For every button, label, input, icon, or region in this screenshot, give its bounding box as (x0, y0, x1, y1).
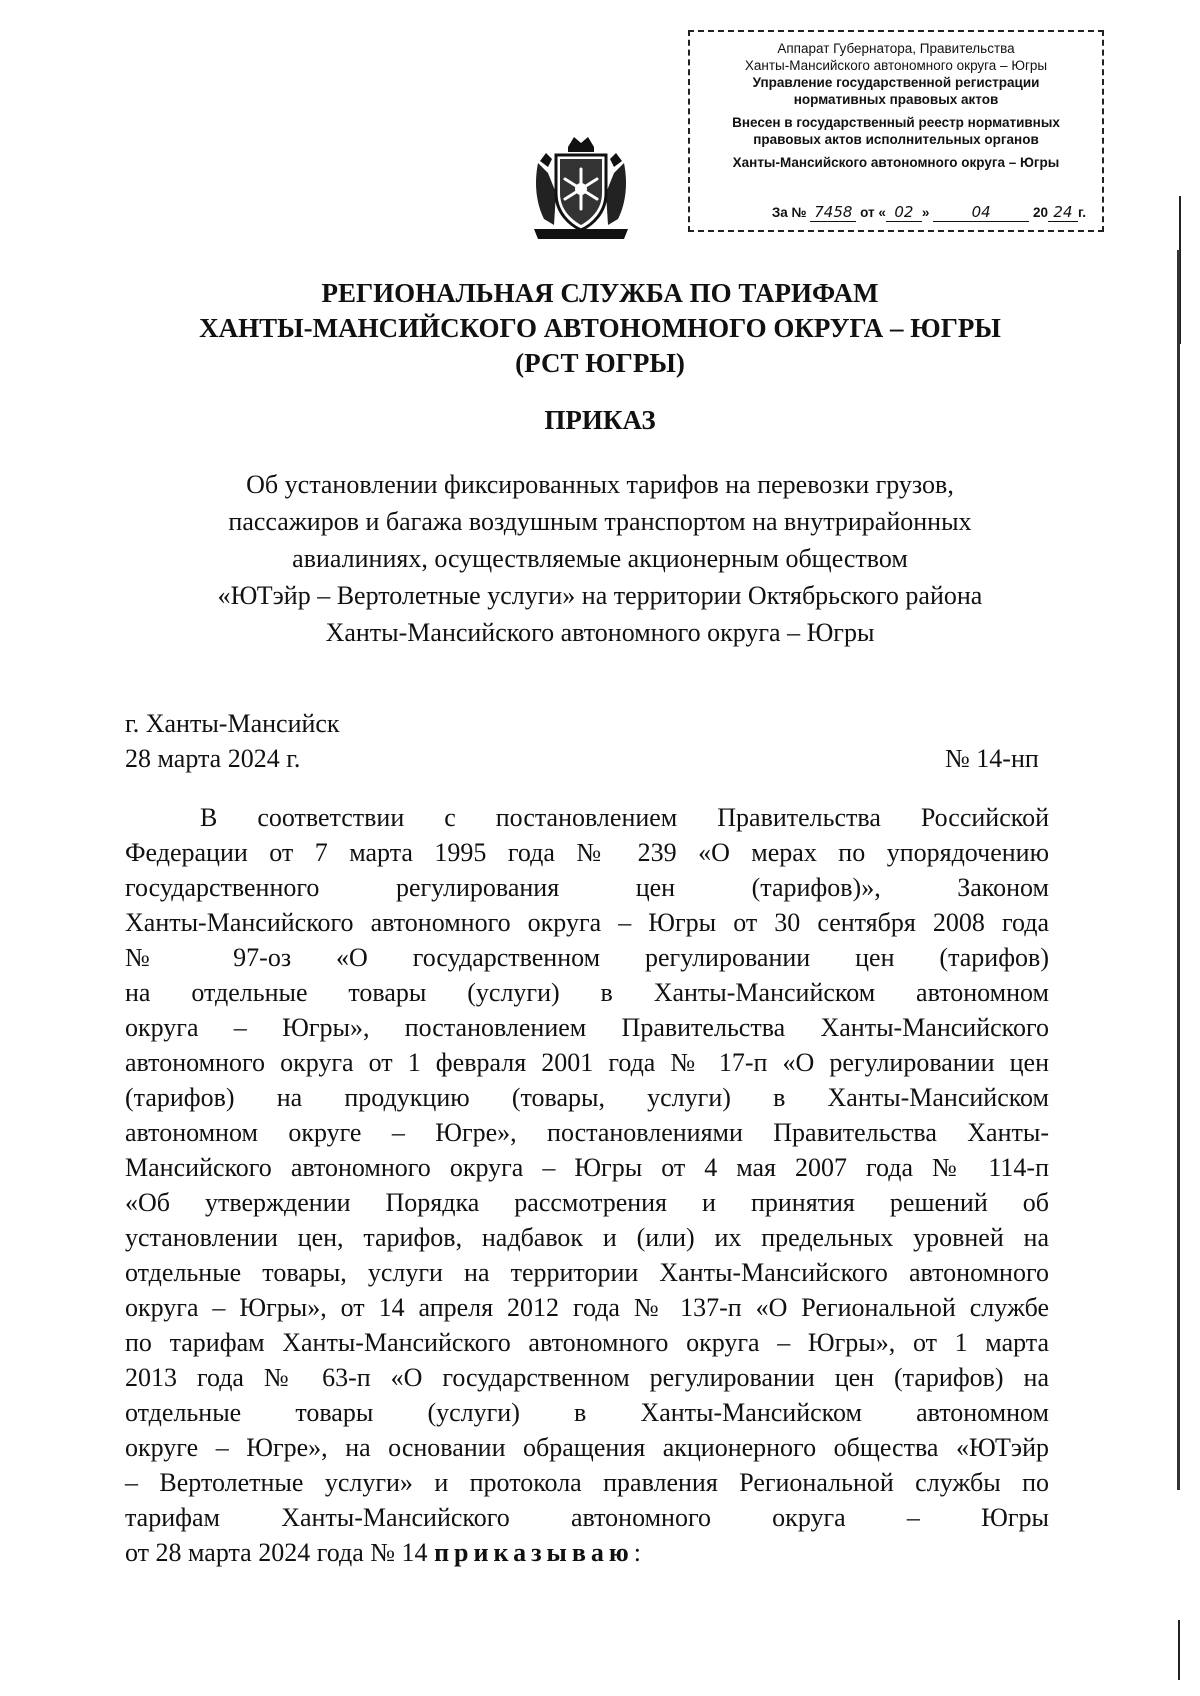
body-line: В соответствии с постановлением Правительства Российской (200, 803, 1049, 832)
last-line-suffix: : (633, 1538, 641, 1567)
stamp-line: правовых актов исполнительных органов (753, 132, 1039, 147)
subject-line: авиалиниях, осуществляемые акционерным обществом (292, 544, 908, 573)
body-line: округа – Югры», постановлением Правительства Ханты-Мансийского (125, 1013, 1049, 1042)
org-line: (РСТ ЮГРЫ) (515, 348, 685, 378)
subject-line: Об установлении фиксированных тарифов на перевозки грузов, (246, 470, 954, 499)
organization-name (0, 276, 1200, 381)
stamp-reg-year: 24 (1048, 204, 1078, 222)
stamp-reg-year-prefix: 20 (1032, 205, 1048, 220)
last-line-prefix: от 28 марта 2024 года № 14 (125, 1538, 435, 1567)
registration-stamp (688, 30, 1104, 232)
org-line: РЕГИОНАЛЬНАЯ СЛУЖБА ПО ТАРИФАМ (321, 278, 879, 308)
body-line: – Вертолетные услуги» и протокола правления Региональной службы по (125, 1468, 1049, 1497)
scan-margin-line (1178, 1620, 1180, 1680)
body-line: Мансийского автономного округа – Югры от 4 мая 2007 года № 114-п (125, 1153, 1049, 1182)
body-line: 2013 года № 63-п «О государственном регулировании цен (тарифов) на (125, 1363, 1049, 1392)
body-line: автономном округе – Югре», постановлениями Правительства Ханты- (125, 1118, 1049, 1147)
city: г. Ханты-Мансийск (125, 709, 340, 738)
org-line: ХАНТЫ-МАНСИЙСКОГО АВТОНОМНОГО ОКРУГА – ЮГРЫ (199, 313, 1001, 343)
body-line: Федерации от 7 марта 1995 года № 239 «О мерах по упорядочению (125, 838, 1049, 867)
subject-line: Ханты-Мансийского автономного округа – Югры (325, 618, 875, 647)
stamp-reg-from: от « (860, 205, 886, 220)
stamp-line: Внесен в государственный реестр нормативных (732, 115, 1060, 130)
body-line: по тарифам Ханты-Мансийского автономного округа – Югры», от 1 марта (125, 1328, 1049, 1357)
document-date: 28 марта 2024 г. (125, 744, 301, 773)
body-line: автономного округа от 1 февраля 2001 года № 17-п «О регулировании цен (125, 1048, 1049, 1077)
document-number: № 14-нп (945, 744, 1039, 773)
body-paragraph (125, 800, 1049, 1570)
body-line: отдельные товары (услуги) в Ханты-Мансийском автономном (125, 1398, 1049, 1427)
document-subject (0, 466, 1200, 651)
stamp-reg-number: 7458 (810, 204, 856, 222)
body-line: на отдельные товары (услуги) в Ханты-Мансийском автономном (125, 978, 1049, 1007)
body-line: округа – Югры», от 14 апреля 2012 года № 137-п «О Региональной службе (125, 1293, 1049, 1322)
body-line: № 97-оз «О государственном регулировании цен (тарифов) (125, 943, 1049, 972)
stamp-line: Аппарат Губернатора, Правительства (777, 41, 1015, 56)
body-line: государственного регулирования цен (тарифов)», Законом (125, 873, 1049, 902)
body-line: «Об утверждении Порядка рассмотрения и принятия решений об (125, 1188, 1049, 1217)
stamp-line: Ханты-Мансийского автономного округа – Югры (732, 155, 1060, 170)
stamp-line: Ханты-Мансийского автономного округа – Югры (744, 58, 1048, 73)
stamp-reg-day-close: » (921, 205, 930, 220)
subject-line: «ЮТэйр – Вертолетные услуги» на территории Октябрьского района (217, 581, 983, 610)
subject-line: пассажиров и багажа воздушным транспортом на внутрирайонных (228, 507, 972, 536)
stamp-registration-line (690, 204, 1102, 222)
stamp-line: нормативных правовых актов (793, 92, 999, 107)
coat-of-arms-icon (530, 133, 632, 241)
body-line: Ханты-Мансийского автономного округа – Югры от 30 сентября 2008 года (125, 908, 1049, 937)
document-type: ПРИКАЗ (544, 405, 656, 435)
body-line: отдельные товары, услуги на территории Ханты-Мансийского автономного (125, 1258, 1049, 1287)
stamp-line: Управление государственной регистрации (752, 75, 1040, 90)
stamp-reg-prefix: За № (771, 205, 807, 220)
body-line: установлении цен, тарифов, надбавок и (или) их предельных уровней на (125, 1223, 1049, 1252)
body-last-line (125, 1535, 1049, 1570)
order-keyword: приказываю (434, 1538, 634, 1567)
body-line: округе – Югре», на основании обращения акционерного общества «ЮТэйр (125, 1433, 1049, 1462)
stamp-reg-day: 02 (886, 204, 922, 222)
scan-margin-line (1177, 250, 1180, 1490)
stamp-reg-month: 04 (933, 204, 1029, 222)
place-and-date (125, 706, 340, 776)
body-line: тарифам Ханты-Мансийского автономного округа – Югры (125, 1503, 1049, 1532)
body-line: (тарифов) на продукцию (товары, услуги) в Ханты-Мансийском (125, 1083, 1049, 1112)
stamp-reg-suffix: г. (1077, 205, 1086, 220)
